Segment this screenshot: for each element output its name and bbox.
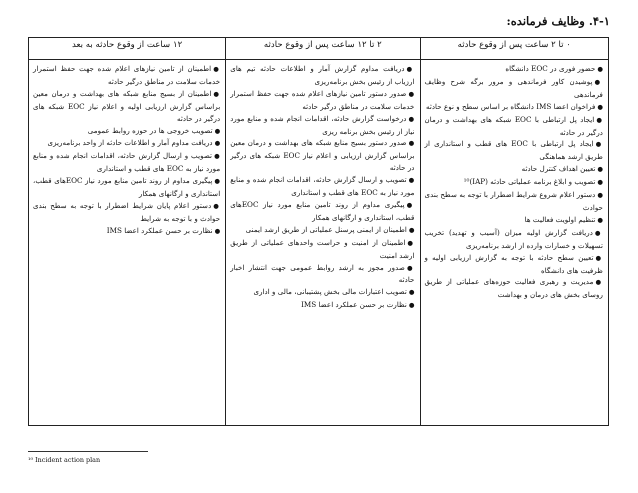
bullet-icon: ● (214, 152, 221, 161)
list-item (425, 176, 604, 189)
list-item (230, 262, 414, 287)
bullet-icon: ● (406, 263, 415, 272)
list-item (230, 286, 414, 299)
list-item (230, 224, 414, 237)
bullet-icon: ● (597, 102, 603, 111)
bullet-icon: ● (597, 191, 604, 200)
list-item-text: نظارت بر حسن عملکرد اعضا IMS (106, 225, 213, 235)
list-item-text: دریافت مداوم گزارش آمار و اطلاعات حادثه تیم های ارزیاب از رئیس بخش برنامه‌ریزی (230, 64, 415, 86)
list-item (425, 214, 604, 227)
list-item-text: فراخوان اعضا IMS دانشگاه بر اساس سطح و نوع حادثه (425, 101, 596, 111)
column-cell-12h-plus (29, 60, 226, 426)
section-heading: ۴-۱. وظایف فرمانده: (506, 14, 610, 28)
bullet-icon: ● (214, 177, 221, 186)
list-item (33, 175, 220, 200)
list-item-text: تعیین سطح حادثه با توجه به گزارش ارزیابی اولیه و ظرفیت های دانشگاه (424, 252, 603, 275)
bullet-icon: ● (597, 65, 603, 73)
list-item (230, 199, 414, 224)
bullet-icon: ● (408, 176, 415, 185)
list-item-text: تصویب خروجی ها در حوزه روابط عمومی (87, 125, 213, 135)
list-item (425, 114, 604, 139)
list-item (33, 88, 220, 125)
list-item-text: اطمینان از امنیت و حراست واحدهای عملیاتی از طریق ارشد امنیت (230, 237, 415, 260)
list-item-text: صدور مجوز به ارشد روابط عمومی جهت انتشار اخبار حادثه (230, 262, 415, 285)
column-header: ۰ تا ۲ ساعت پس از وقوع حادثه (420, 38, 609, 60)
footnote: ¹⁰ Incident action plan (28, 456, 101, 464)
list-item (425, 227, 604, 252)
list-item-text: درخواست گزارش حادثه، اقدامات انجام شده و منابع مورد نیاز از رئیس بخش برنامه ریزی (230, 113, 415, 136)
list-item (230, 299, 414, 312)
commander-duties-table (28, 37, 609, 426)
list-item (425, 138, 604, 163)
list-item-text: پوشیدن کاور فرماندهی و مرور برگه شرح وظایف فرماندهی (424, 76, 603, 99)
list-item-text: نظارت بر حسن عملکرد اعضا IMS (301, 300, 407, 310)
bullet-icon: ● (597, 165, 603, 174)
list-item (230, 237, 414, 262)
bullet-icon: ● (214, 126, 221, 135)
bullet-icon: ● (214, 226, 221, 235)
list-item-text: اطمینان از ایمنی پرسنل عملیاتی از طریق ارشد ایمنی (245, 224, 407, 234)
list-item-text: اطمینان از بسیج منابع شبکه های بهداشت و درمان معین براساس گزارش ارزیابی اولیه و اعلام نیاز EOC شبکه های درگیر در حادثه (33, 88, 221, 123)
list-item-text: صدور دستور تامین نیازهای اعلام شده جهت حفظ استمرار خدمات سلامت در مناطق درگیر حادثه (230, 88, 415, 111)
list-item (33, 200, 220, 225)
list-item (33, 225, 220, 238)
list-item-text: تنظیم اولویت فعالیت ها (524, 214, 596, 224)
list-item (425, 189, 604, 214)
footnote-divider (28, 451, 148, 452)
list-item-text: دستور اعلام شروع شرایط اضطرار با توجه به سطح بندی حوادث (424, 190, 603, 212)
bullet-icon: ● (214, 139, 221, 148)
bullet-icon: ● (406, 65, 415, 73)
list-item (425, 76, 604, 101)
bullet-icon: ● (213, 201, 221, 210)
list-item-text: دستور اعلام پایان شرایط اضطرار با توجه به سطح بندی حوادث و با توجه به شرایط (33, 200, 221, 223)
list-item-text: دریافت مداوم آمار و اطلاعات حادثه از واحد برنامه‌ریزی (47, 138, 213, 148)
bullet-icon: ● (595, 140, 604, 149)
bullet-icon: ● (408, 288, 415, 297)
list-item-text: ایجاد پل ارتباطی با EOC های قطب و استانداری از طریق ارشد هماهنگی (424, 139, 603, 162)
list-item (33, 63, 220, 88)
bullet-icon: ● (408, 89, 415, 98)
bullet-icon: ● (595, 253, 603, 262)
list-item-text: پیگیری مداوم از روند تامین منابع مورد نیاز EOCهای قطب، استانداری و ارگانهای همکار (230, 199, 415, 222)
list-item (33, 137, 220, 150)
bullet-icon: ● (408, 301, 415, 310)
list-item-text: صدور دستور بسیج منابع شبکه های بهداشت و درمان معین براساس گزارش ارزیابی و اعلام نیاز EOC شبکه های درگیر در حادثه (230, 138, 415, 173)
list-item (425, 276, 604, 301)
list-item (33, 150, 220, 175)
bullet-icon: ● (596, 115, 604, 124)
list-item (230, 137, 414, 174)
list-item (230, 88, 414, 113)
list-item (230, 113, 414, 138)
bullet-icon: ● (213, 89, 221, 98)
list-item-text: دریافت گزارش اولیه میزان (آسیب و تهدید) تخریب تسهیلات و خسارات وارده از ارشد برنامه‌ریزی (424, 227, 603, 250)
list-item-text: ایجاد پل ارتباطی با EOC شبکه های بهداشت و درمان درگیر در حادثه (424, 114, 603, 137)
list-item-text: مدیریت و رهبری فعالیت حوزه‌های عملیاتی از طریق روسای بخش های درمان و بهداشت (424, 277, 603, 300)
column-header: ۲ تا ۱۲ ساعت پس از وقوع حادثه (226, 38, 420, 60)
list-item-text: تصویب اعتبارات مالی بخش پشتیبانی، مالی و اداری (253, 287, 407, 297)
bullet-icon: ● (408, 114, 415, 123)
bullet-icon: ● (408, 225, 415, 234)
bullet-icon: ● (594, 228, 604, 237)
table-header-row (29, 38, 609, 60)
list-item (425, 252, 604, 277)
bullet-icon: ● (597, 178, 603, 187)
bullet-icon: ● (594, 77, 603, 86)
list-item (425, 163, 604, 176)
bullet-icon: ● (213, 65, 221, 73)
bullet-icon: ● (406, 200, 415, 209)
column-cell-0-2h (420, 60, 609, 426)
bullet-icon: ● (595, 278, 604, 287)
list-item-text: اطمینان از تامین نیازهای اعلام شده جهت حفظ استمرار خدمات سلامت در مناطق درگیر حادثه (33, 64, 221, 86)
column-cell-2-12h (226, 60, 420, 426)
list-item (230, 174, 414, 199)
list-item (425, 101, 604, 114)
table-body-row (29, 60, 609, 426)
list-item-text: حضور فوری در EOC دانشگاه (505, 64, 596, 73)
list-item (230, 63, 414, 88)
list-item-text: تصویب و ارسال گزارش حادثه، اقدامات انجام شده و منابع مورد نیاز به EOC های قطب و استانداری (33, 151, 221, 174)
list-item-text: پیگیری مداوم از روند تامین منابع مورد نیاز EOCهای قطب، استانداری و ارگانهای همکار (33, 176, 221, 199)
list-item-text: تعیین اهداف کنترل حادثه (521, 164, 596, 174)
list-item (33, 125, 220, 138)
list-item-text: تصویب و ارسال گزارش حادثه، اقدامات انجام شده و منابع مورد نیاز به EOC های قطب و استانداری (230, 175, 415, 198)
bullet-icon: ● (407, 238, 415, 247)
bullet-icon: ● (597, 215, 603, 224)
list-item (425, 63, 604, 76)
column-header: ۱۲ ساعت از وقوع حادثه به بعد (29, 38, 226, 60)
list-item-text: تصویب و ابلاغ برنامه عملیاتی حادثه (IAP)¹⁰ (463, 177, 596, 187)
bullet-icon: ● (408, 139, 415, 148)
